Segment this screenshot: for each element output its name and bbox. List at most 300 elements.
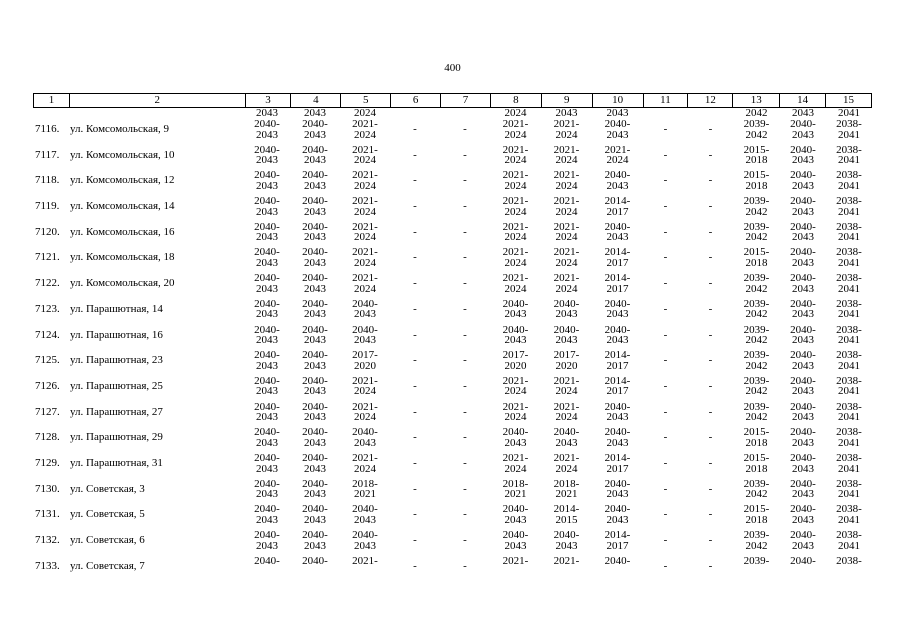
period-start: 2021- — [502, 195, 529, 208]
table-row — [33, 221, 872, 247]
period-start: 2014- — [604, 246, 631, 259]
period-start: 2040- — [790, 451, 816, 464]
header-cell: 13 — [732, 94, 779, 107]
period-end: 2043 — [256, 231, 278, 244]
period-end: 2041 — [838, 385, 860, 398]
header-cell: 2 — [69, 94, 245, 107]
empty-cell: - — [663, 431, 668, 444]
period-cell — [490, 427, 541, 448]
empty-cell: - — [413, 200, 417, 213]
period-end — [290, 566, 340, 577]
period-cell — [244, 530, 290, 551]
period-start: 2040- — [254, 426, 280, 439]
period-start: 2017- — [502, 349, 529, 362]
period-start: 2014- — [604, 451, 631, 464]
period-end: 2043 — [256, 334, 278, 347]
period-start: 2021- — [553, 220, 580, 233]
period-end: 2043 — [354, 513, 376, 526]
empty-cell: - — [708, 482, 713, 495]
continuation-cell: 2043 — [555, 107, 578, 119]
period-start: 2040- — [604, 477, 631, 490]
period-start: 2040- — [790, 400, 816, 413]
period-end: 2043 — [256, 488, 278, 501]
period-start: 2040- — [302, 374, 328, 387]
address-cell: ул. Комсомольская, 18 — [70, 251, 175, 264]
period-start: 2040- — [790, 374, 816, 387]
address-cell: ул. Советская, 5 — [70, 508, 145, 521]
header-cell: 15 — [825, 94, 871, 107]
period-cell — [490, 530, 541, 551]
period-start: 2040- — [302, 272, 328, 285]
empty-cell: - — [663, 559, 668, 572]
period-cell — [733, 247, 780, 268]
period-start: 2021- — [502, 451, 529, 464]
period-start: 2040- — [790, 529, 816, 541]
period-start: 2021- — [502, 554, 529, 567]
period-cell — [733, 556, 780, 577]
period-cell — [244, 504, 290, 525]
period-end: 2043 — [792, 488, 814, 501]
period-end: 2041 — [838, 411, 860, 424]
period-end: 2018 — [745, 436, 768, 449]
period-cell — [340, 170, 390, 191]
period-end: 2041 — [838, 334, 860, 347]
period-cell — [780, 479, 826, 500]
period-end: 2017 — [606, 205, 629, 218]
period-start: 2021- — [502, 143, 529, 156]
period-cell — [733, 145, 780, 166]
period-end: 2024 — [555, 154, 578, 167]
empty-cell: - — [413, 379, 417, 392]
period-end: 2041 — [838, 462, 860, 475]
period-start: 2040- — [790, 195, 816, 208]
period-end: 2043 — [256, 539, 278, 552]
period-start: 2039- — [743, 220, 770, 233]
period-end: 2043 — [606, 436, 629, 449]
period-start: 2040- — [302, 400, 328, 413]
header-cell: 10 — [592, 94, 643, 107]
period-start: 2038- — [836, 272, 862, 285]
period-start: 2021- — [502, 374, 529, 387]
period-start: 2040- — [302, 451, 328, 464]
empty-cell: - — [663, 277, 668, 290]
table-row — [33, 555, 872, 581]
period-cell — [290, 222, 340, 243]
period-start: 2039- — [743, 195, 770, 208]
period-cell — [780, 170, 826, 191]
period-start: 2038- — [836, 349, 862, 362]
period-start: 2015- — [743, 426, 770, 439]
period-start: 2018- — [352, 477, 378, 490]
period-start: 2040- — [352, 503, 378, 516]
empty-cell: - — [708, 354, 713, 367]
period-start: 2014- — [604, 195, 631, 208]
period-cell — [592, 170, 643, 191]
period-cell — [592, 350, 643, 371]
period-start: 2040- — [790, 297, 816, 310]
period-start: 2038- — [836, 400, 862, 413]
period-end: 2043 — [304, 539, 326, 552]
address-cell: ул. Комсомольская, 16 — [70, 225, 175, 238]
period-start: 2014- — [604, 272, 631, 285]
period-cell — [733, 479, 780, 500]
period-end — [541, 566, 592, 577]
empty-cell: - — [413, 354, 417, 367]
row-number: 7132. — [35, 534, 60, 546]
period-cell — [490, 479, 541, 500]
row-number: 7122. — [35, 277, 60, 290]
empty-cell: - — [708, 508, 713, 521]
table-row — [33, 169, 872, 195]
period-cell — [340, 402, 390, 423]
period-start: 2040- — [553, 426, 580, 439]
period-end: 2043 — [304, 128, 326, 141]
period-start: 2040- — [302, 195, 328, 208]
period-cell — [541, 170, 592, 191]
period-start: 2014- — [553, 503, 580, 516]
period-start: 2038- — [836, 169, 862, 182]
period-cell — [290, 479, 340, 500]
period-cell — [733, 427, 780, 448]
continuation-cell: 2043 — [256, 107, 278, 119]
period-start: 2021- — [352, 451, 378, 464]
period-end: 2024 — [555, 385, 578, 398]
period-end: 2043 — [256, 513, 278, 526]
empty-cell: - — [663, 354, 668, 367]
period-end: 2042 — [745, 539, 768, 552]
period-end: 2042 — [745, 231, 768, 244]
empty-cell: - — [463, 225, 467, 238]
period-start: 2040- — [254, 554, 280, 567]
empty-cell: - — [663, 174, 668, 187]
period-end: 2043 — [256, 257, 278, 270]
empty-cell: - — [463, 277, 467, 290]
period-cell — [780, 222, 826, 243]
period-cell — [826, 299, 872, 320]
address-cell: ул. Советская, 7 — [70, 559, 145, 572]
period-cell — [780, 376, 826, 397]
period-end: 2041 — [838, 154, 860, 167]
period-end: 2043 — [792, 334, 814, 347]
period-cell — [592, 247, 643, 268]
period-end: 2024 — [504, 411, 527, 424]
period-start: 2021- — [352, 220, 378, 233]
empty-cell: - — [663, 534, 668, 546]
period-start: 2039- — [743, 272, 770, 285]
period-end: 2024 — [555, 205, 578, 218]
period-end: 2043 — [256, 308, 278, 321]
period-start: 2040- — [254, 118, 280, 130]
period-end: 2043 — [792, 359, 814, 372]
period-start: 2039- — [743, 529, 770, 541]
period-cell — [826, 556, 872, 577]
period-end: 2043 — [304, 385, 326, 398]
header-cell: 7 — [440, 94, 490, 107]
period-start: 2040- — [502, 297, 529, 310]
empty-cell: - — [663, 456, 668, 469]
address-cell: ул. Комсомольская, 14 — [70, 200, 175, 213]
period-end: 2042 — [745, 128, 768, 141]
period-end: 2043 — [606, 231, 629, 244]
period-end: 2043 — [792, 308, 814, 321]
period-cell — [826, 402, 872, 423]
period-end: 2024 — [354, 385, 376, 398]
empty-cell: - — [413, 225, 417, 238]
period-start: 2040- — [790, 246, 816, 259]
period-start: 2040- — [302, 118, 328, 130]
period-end: 2024 — [555, 128, 578, 141]
period-start: 2040- — [604, 400, 631, 413]
period-start: 2021- — [553, 195, 580, 208]
period-start: 2038- — [836, 220, 862, 233]
period-end: 2017 — [606, 462, 629, 475]
period-cell — [592, 325, 643, 346]
continuation-cell: 2043 — [792, 107, 814, 119]
period-start: 2015- — [743, 169, 770, 182]
empty-cell: - — [708, 251, 713, 264]
period-cell — [290, 376, 340, 397]
period-cell — [592, 504, 643, 525]
period-start: 2038- — [836, 323, 862, 336]
empty-cell: - — [413, 251, 417, 264]
empty-cell: - — [708, 174, 713, 187]
period-cell — [592, 556, 643, 577]
empty-cell: - — [663, 225, 668, 238]
period-cell — [826, 376, 872, 397]
period-cell — [490, 376, 541, 397]
period-cell — [290, 350, 340, 371]
period-end: 2041 — [838, 436, 860, 449]
period-cell — [490, 325, 541, 346]
address-cell: ул. Комсомольская, 20 — [70, 277, 175, 290]
empty-cell: - — [413, 328, 417, 341]
period-start: 2040- — [604, 118, 631, 130]
period-start: 2038- — [836, 503, 862, 516]
empty-cell: - — [413, 405, 417, 418]
period-end: 2024 — [354, 257, 376, 270]
period-start: 2039- — [743, 349, 770, 362]
empty-cell: - — [463, 302, 467, 315]
period-end: 2043 — [792, 282, 814, 295]
header-cell: 14 — [779, 94, 825, 107]
period-end: 2043 — [792, 539, 814, 552]
period-start: 2039- — [743, 554, 770, 567]
period-end: 2043 — [256, 385, 278, 398]
table-row — [33, 529, 872, 555]
period-start: 2040- — [254, 400, 280, 413]
period-start: 2021- — [553, 272, 580, 285]
period-cell — [592, 453, 643, 474]
period-cell — [592, 427, 643, 448]
period-end: 2024 — [504, 257, 527, 270]
period-cell — [541, 479, 592, 500]
period-start: 2040- — [254, 143, 280, 156]
period-end: 2043 — [304, 334, 326, 347]
row-number: 7119. — [35, 200, 60, 213]
period-end: 2020 — [504, 359, 527, 372]
period-cell — [290, 556, 340, 577]
period-end: 2041 — [838, 359, 860, 372]
period-start: 2021- — [352, 195, 378, 208]
period-end: 2043 — [304, 411, 326, 424]
period-end: 2043 — [792, 385, 814, 398]
period-start: 2021- — [553, 374, 580, 387]
row-number: 7121. — [35, 251, 60, 264]
empty-cell: - — [708, 225, 713, 238]
period-end: 2024 — [606, 154, 629, 167]
period-start: 2040- — [352, 529, 378, 541]
address-cell: ул. Комсомольская, 12 — [70, 174, 175, 187]
period-start: 2040- — [302, 529, 328, 541]
period-cell — [826, 350, 872, 371]
period-cell — [826, 170, 872, 191]
header-cell: 12 — [687, 94, 732, 107]
period-cell — [592, 299, 643, 320]
empty-cell: - — [463, 200, 467, 213]
empty-cell: - — [708, 559, 713, 572]
period-start: 2038- — [836, 143, 862, 156]
period-cell — [541, 119, 592, 140]
empty-cell: - — [663, 200, 668, 213]
period-end — [780, 566, 826, 577]
address-cell: ул. Комсомольская, 9 — [70, 123, 170, 135]
period-start: 2040- — [553, 529, 580, 541]
period-end: 2024 — [555, 282, 578, 295]
period-start: 2040- — [254, 220, 280, 233]
empty-cell: - — [463, 508, 467, 521]
period-start: 2014- — [604, 374, 631, 387]
period-start: 2021- — [553, 143, 580, 156]
period-start: 2040- — [604, 169, 631, 182]
period-cell — [340, 350, 390, 371]
period-end: 2043 — [256, 179, 278, 192]
empty-cell: - — [413, 123, 417, 135]
row-number: 7129. — [35, 456, 60, 469]
period-start: 2021- — [352, 272, 378, 285]
period-start: 2040- — [604, 503, 631, 516]
empty-cell: - — [663, 251, 668, 264]
period-cell — [490, 273, 541, 294]
period-start: 2040- — [254, 297, 280, 310]
period-start: 2018- — [502, 477, 529, 490]
period-cell — [244, 247, 290, 268]
period-cell — [592, 222, 643, 243]
table-row — [33, 195, 872, 221]
period-cell — [490, 504, 541, 525]
period-end: 2043 — [504, 513, 527, 526]
header-cell: 11 — [643, 94, 688, 107]
period-end: 2041 — [838, 231, 860, 244]
period-cell — [290, 196, 340, 217]
empty-cell: - — [413, 456, 417, 469]
period-cell — [780, 299, 826, 320]
period-end: 2043 — [792, 462, 814, 475]
period-cell — [340, 427, 390, 448]
period-cell — [541, 504, 592, 525]
period-cell — [490, 119, 541, 140]
period-cell — [826, 145, 872, 166]
row-number: 7116. — [35, 123, 60, 135]
empty-cell: - — [463, 174, 467, 187]
period-end: 2043 — [504, 334, 527, 347]
period-start: 2021- — [352, 143, 378, 156]
period-start: 2040- — [254, 195, 280, 208]
row-number: 7123. — [35, 302, 60, 315]
period-cell — [826, 196, 872, 217]
period-cell — [490, 247, 541, 268]
period-start: 2040- — [604, 554, 631, 567]
row-number: 7126. — [35, 379, 60, 392]
period-cell — [340, 247, 390, 268]
period-start: 2040- — [302, 426, 328, 439]
empty-cell: - — [413, 302, 417, 315]
period-start: 2040- — [790, 477, 816, 490]
period-end: 2043 — [354, 334, 376, 347]
period-cell — [244, 119, 290, 140]
period-end: 2043 — [304, 462, 326, 475]
period-end: 2041 — [838, 128, 860, 141]
continuation-cell: 2041 — [838, 107, 860, 119]
period-cell — [490, 350, 541, 371]
empty-cell: - — [708, 302, 713, 315]
period-start: 2014- — [604, 529, 631, 541]
empty-cell: - — [663, 302, 668, 315]
period-end: 2043 — [792, 257, 814, 270]
empty-cell: - — [463, 431, 467, 444]
period-cell — [733, 119, 780, 140]
period-cell — [541, 273, 592, 294]
header-cell: 8 — [490, 94, 541, 107]
empty-cell: - — [708, 328, 713, 341]
period-cell — [826, 273, 872, 294]
period-end: 2024 — [555, 462, 578, 475]
period-end: 2024 — [555, 231, 578, 244]
period-end: 2024 — [555, 257, 578, 270]
period-cell — [244, 453, 290, 474]
period-end: 2015 — [555, 513, 578, 526]
period-end: 2043 — [792, 411, 814, 424]
period-end: 2017 — [606, 282, 629, 295]
period-cell — [541, 402, 592, 423]
period-end: 2043 — [792, 436, 814, 449]
empty-cell: - — [663, 148, 668, 161]
period-start: 2021- — [502, 400, 529, 413]
period-start: 2040- — [254, 529, 280, 541]
period-end: 2043 — [504, 436, 527, 449]
table-body — [33, 108, 872, 580]
address-cell: ул. Парашютная, 29 — [70, 431, 163, 444]
period-cell — [340, 299, 390, 320]
period-cell — [592, 376, 643, 397]
period-cell — [592, 273, 643, 294]
empty-cell: - — [463, 123, 467, 135]
period-start: 2039- — [743, 323, 770, 336]
period-end — [733, 566, 780, 577]
period-start: 2039- — [743, 118, 770, 130]
period-start: 2021- — [352, 169, 378, 182]
period-end: 2018 — [745, 462, 768, 475]
period-start: 2021- — [502, 169, 529, 182]
period-start: 2038- — [836, 118, 862, 130]
period-cell — [592, 530, 643, 551]
row-number: 7130. — [35, 482, 60, 495]
period-end: 2024 — [354, 282, 376, 295]
empty-cell: - — [708, 456, 713, 469]
period-start: 2038- — [836, 529, 862, 541]
period-cell — [244, 196, 290, 217]
period-start: 2039- — [743, 400, 770, 413]
period-start: 2040- — [790, 323, 816, 336]
